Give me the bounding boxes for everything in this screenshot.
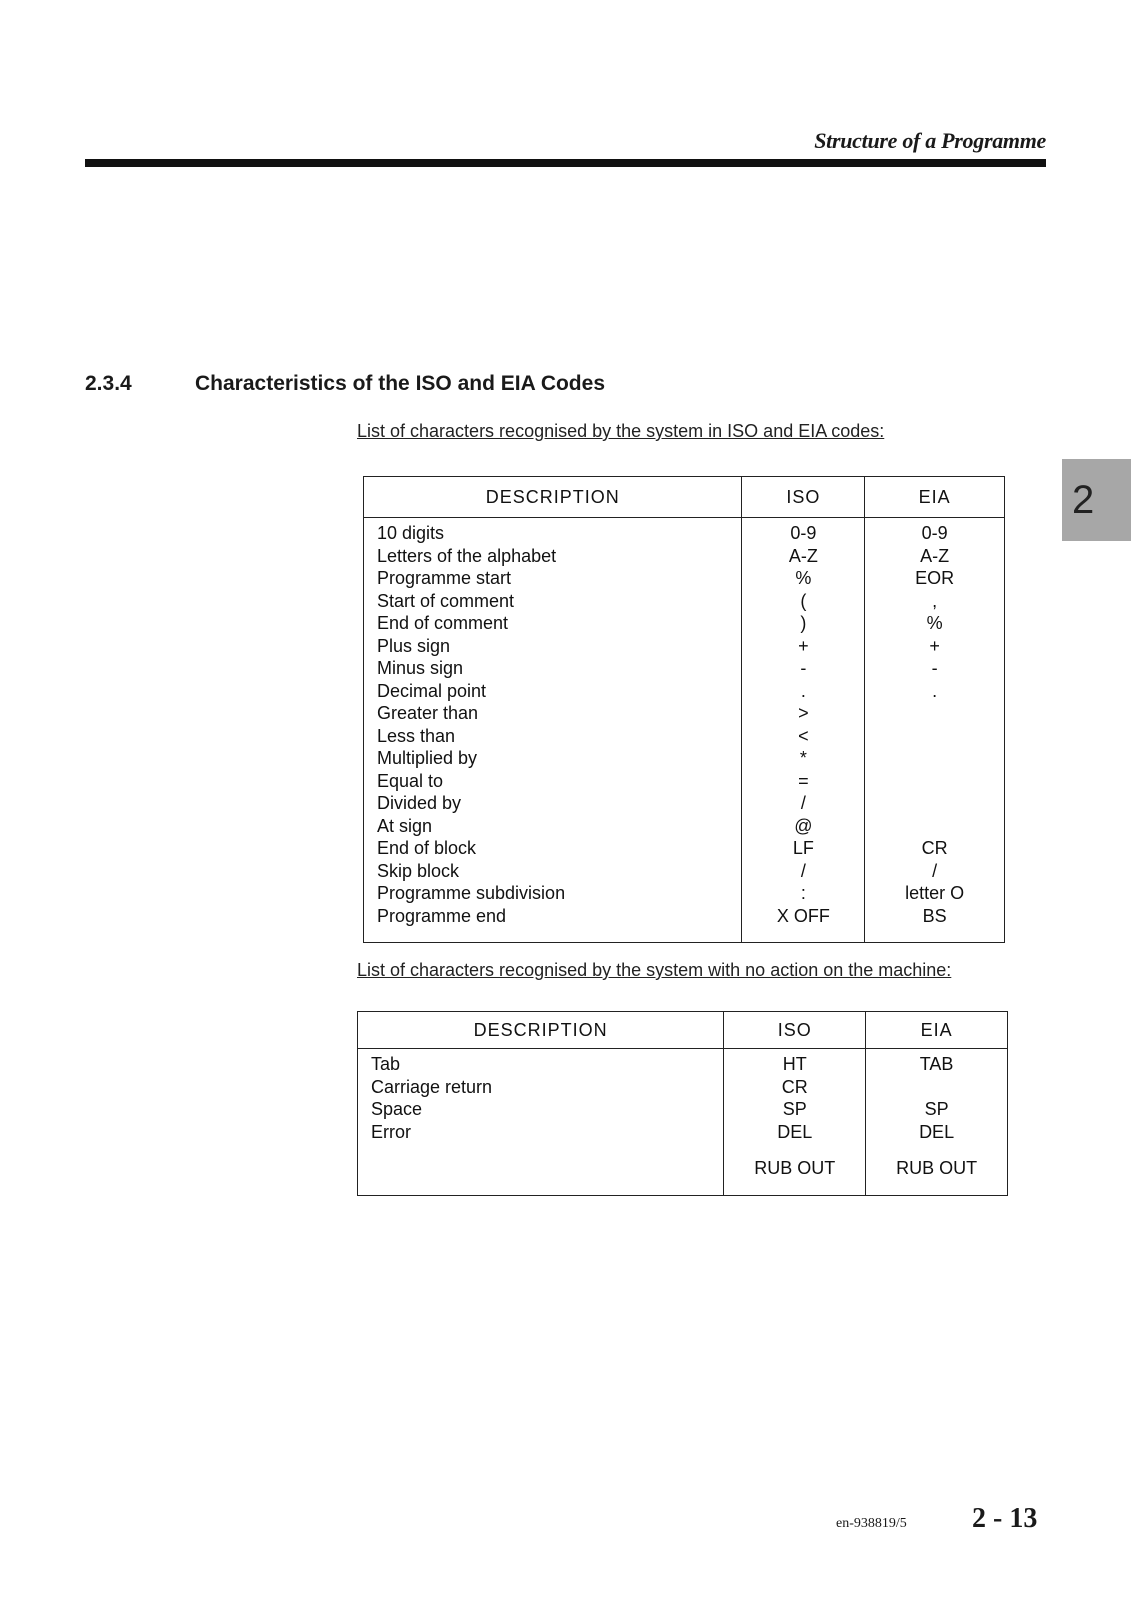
table-header-row — [358, 1012, 1008, 1049]
iso-code-cell: HT — [782, 1054, 807, 1074]
iso-code-cell: * — [799, 748, 807, 768]
table-body-row — [364, 518, 1005, 943]
iso-code-cell: : — [800, 883, 806, 903]
iso-code-cell: 0-9 — [790, 523, 817, 543]
eia-code-cell: A-Z — [920, 545, 950, 566]
description-column — [364, 518, 742, 943]
eia-code-cell: letter O — [905, 883, 965, 903]
eia-code-cell: / — [932, 860, 938, 881]
iso-code-cell: ( — [800, 590, 807, 611]
iso-column — [724, 1049, 866, 1196]
table2-intro: List of characters recognised by the system with no action on the machine: — [357, 960, 952, 980]
iso-code-cell: > — [798, 703, 809, 723]
iso-code-cell: CR — [781, 1076, 808, 1097]
column-header-eia: EIA — [866, 1012, 1008, 1049]
iso-code-cell: A-Z — [788, 545, 818, 566]
iso-code-cell: - — [800, 658, 807, 678]
description-cell: Programme start — [377, 568, 512, 588]
iso-code-cell: < — [798, 725, 809, 746]
eia-column — [866, 1049, 1008, 1196]
running-title: Structure of a Programme — [814, 128, 1046, 153]
iso-code-cell: / — [800, 793, 806, 813]
description-cell: Equal to — [377, 770, 444, 791]
iso-code-cell: + — [798, 635, 809, 656]
eia-code-cell: . — [932, 680, 938, 701]
description-cell: At sign — [377, 815, 433, 836]
description-cell: 10 digits — [377, 523, 445, 543]
iso-code-cell: / — [800, 860, 806, 881]
eia-code-cell — [865, 815, 1004, 838]
description-column — [358, 1049, 724, 1196]
section-number: 2.3.4 — [85, 372, 132, 395]
eia-code-cell: 0-9 — [921, 523, 948, 543]
description-cell: Space — [371, 1099, 423, 1119]
iso-code-cell: = — [798, 770, 809, 791]
eia-code-cell: % — [926, 613, 943, 633]
table-body-row — [358, 1049, 1008, 1196]
page-number: 2 - 13 — [972, 1503, 1038, 1534]
eia-code-cell — [865, 747, 1004, 770]
eia-code-cell — [865, 792, 1004, 815]
iso-code-cell: ) — [800, 613, 807, 633]
section-title: Characteristics of the ISO and EIA Codes — [195, 372, 605, 395]
eia-column — [865, 518, 1005, 943]
table1-intro: List of characters recognised by the system in ISO and EIA codes: — [357, 421, 885, 441]
iso-code-cell: LF — [792, 838, 814, 858]
column-header-description: DESCRIPTION — [358, 1012, 724, 1049]
column-header-iso: ISO — [742, 477, 865, 518]
description-cell: Carriage return — [371, 1076, 493, 1097]
description-cell: End of block — [377, 838, 477, 858]
eia-code-cell: + — [929, 635, 940, 656]
description-cell: Multiplied by — [377, 748, 478, 768]
description-cell: Letters of the alphabet — [377, 545, 557, 566]
description-cell: Programme subdivision — [377, 883, 566, 903]
eia-code-cell: TAB — [919, 1054, 954, 1074]
description-cell: Skip block — [377, 860, 460, 881]
eia-code-cell — [865, 770, 1004, 793]
eia-code-cell: BS — [922, 905, 947, 926]
iso-code-cell: X OFF — [776, 905, 830, 926]
description-cell: Less than — [377, 725, 456, 746]
iso-code-cell: % — [795, 568, 812, 588]
description-cell: Tab — [371, 1054, 401, 1074]
iso-column — [742, 518, 865, 943]
description-cell: Programme end — [377, 905, 507, 926]
eia-code-cell: , — [932, 590, 938, 611]
iso-code-cell: DEL — [777, 1121, 813, 1142]
column-header-description: DESCRIPTION — [364, 477, 742, 518]
description-cell: Divided by — [377, 793, 462, 813]
eia-code-cell: - — [931, 658, 938, 678]
description-cell: Decimal point — [377, 680, 487, 701]
no-action-codes-table — [357, 1011, 1008, 1196]
description-cell: Start of comment — [377, 590, 515, 611]
eia-code-cell — [866, 1076, 1007, 1099]
eia-code-cell: CR — [921, 838, 948, 858]
description-cell: End of comment — [377, 613, 509, 633]
iso-error-alt: RUB OUT — [754, 1158, 836, 1178]
description-cell: Minus sign — [377, 658, 464, 678]
iso-code-cell: @ — [794, 815, 813, 836]
eia-code-cell: EOR — [915, 568, 955, 588]
eia-code-cell — [865, 702, 1004, 725]
column-header-eia: EIA — [865, 477, 1005, 518]
header-rule — [85, 159, 1046, 167]
eia-code-cell — [865, 725, 1004, 748]
description-cell: Plus sign — [377, 635, 451, 656]
eia-code-cell: SP — [924, 1099, 949, 1119]
eia-code-cell: DEL — [919, 1121, 955, 1142]
iso-eia-codes-table — [363, 476, 1005, 943]
table-header-row — [364, 477, 1005, 518]
column-header-iso: ISO — [724, 1012, 866, 1049]
eia-error-alt: RUB OUT — [896, 1158, 978, 1178]
iso-code-cell: . — [800, 680, 806, 701]
iso-code-cell: SP — [782, 1099, 807, 1119]
document-code: en-938819/5 — [836, 1516, 907, 1531]
chapter-tab: 2 — [1062, 459, 1131, 541]
description-cell: Error — [371, 1121, 411, 1142]
description-cell: Greater than — [377, 703, 479, 723]
